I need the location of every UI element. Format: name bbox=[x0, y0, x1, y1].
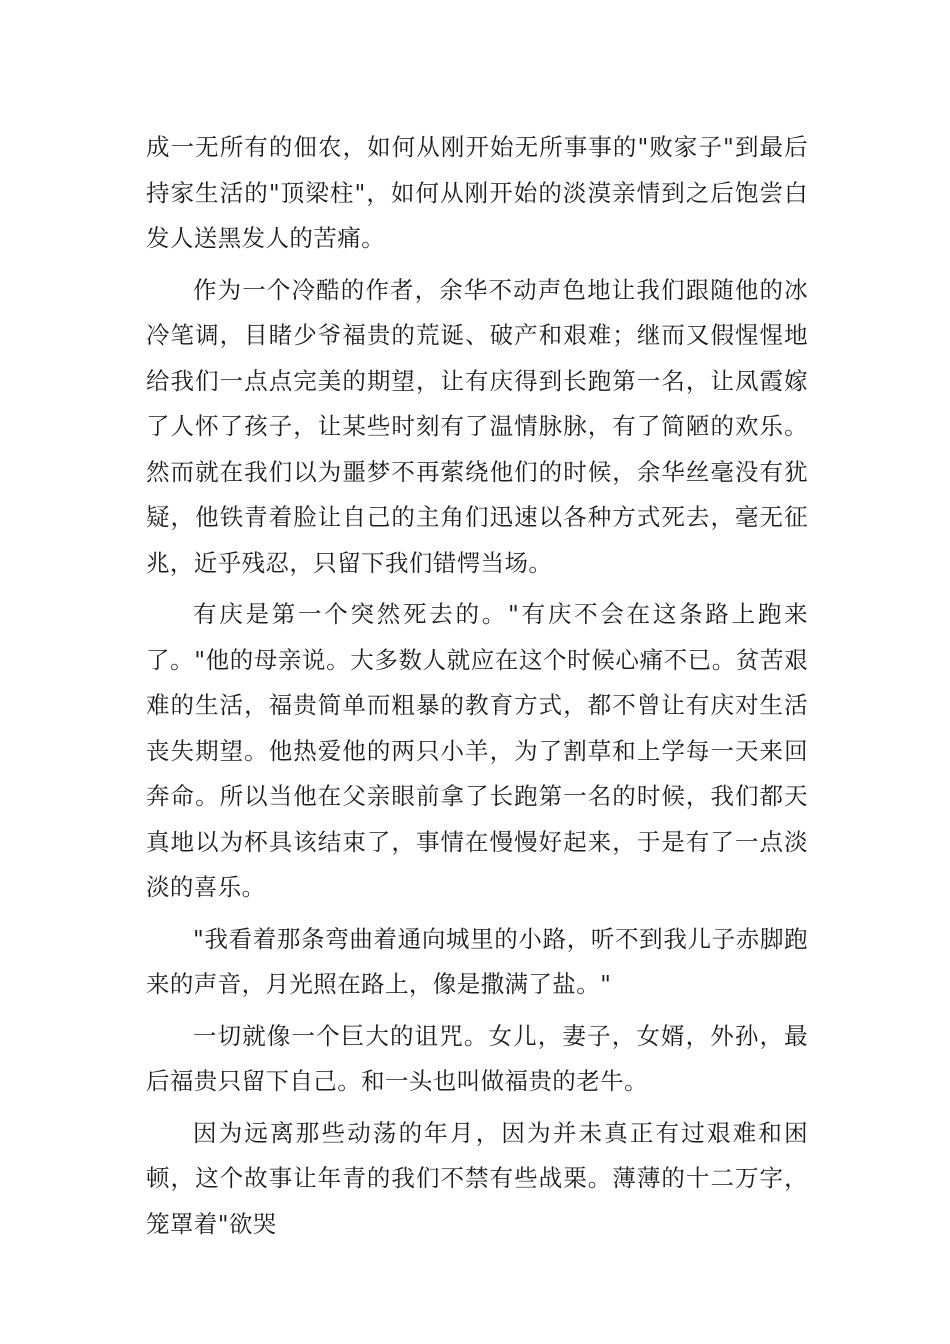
paragraph-2: 作为一个冷酷的作者，余华不动声色地让我们跟随他的冰冷笔调，目睹少爷福贵的荒诞、破产和艰难；继而又假惺惺地给我们一点点完美的期望，让有庆得到长跑第一名，让凤霞嫁了人怀了孩子，让某些时刻有了温情脉脉，有了简陋的欢乐。然而就在我们以为噩梦不再萦绕他们的时候，余华丝毫没有犹疑，他铁青着脸让自己的主角们迅速以各种方式死去，毫无征兆，近乎残忍，只留下我们错愕当场。 bbox=[146, 275, 808, 577]
paragraph-6: 因为远离那些动荡的年月，因为并未真正有过艰难和困顿，这个故事让年青的我们不禁有些战栗。薄薄的十二万字，笼罩着"欲哭 bbox=[146, 1118, 808, 1238]
paragraph-3: 有庆是第一个突然死去的。"有庆不会在这条路上跑来了。"他的母亲说。大多数人就应在这个时候心痛不已。贫苦艰难的生活，福贵简单而粗暴的教育方式，都不曾让有庆对生活丧失期望。他热爱他的两只小羊，为了割草和上学每一天来回奔命。所以当他在父亲眼前拿了长跑第一名的时候，我们都天真地以为杯具该结束了，事情在慢慢好起来，于是有了一点淡淡的喜乐。 bbox=[146, 600, 808, 901]
body-text bbox=[146, 125, 808, 1253]
paragraph-4: "我看着那条弯曲着通向城里的小路，听不到我儿子赤脚跑来的声音，月光照在路上，像是撒满了盐。" bbox=[146, 924, 808, 998]
paragraph-1: 成一无所有的佃农，如何从刚开始无所事事的"败家子"到最后持家生活的"顶梁柱"，如何从刚开始的淡漠亲情到之后饱尝白发人送黑发人的苦痛。 bbox=[146, 133, 808, 252]
paragraph-5: 一切就像一个巨大的诅咒。女儿，妻子，女婿，外孙，最后福贵只留下自己。和一头也叫做福贵的老牛。 bbox=[146, 1021, 808, 1095]
